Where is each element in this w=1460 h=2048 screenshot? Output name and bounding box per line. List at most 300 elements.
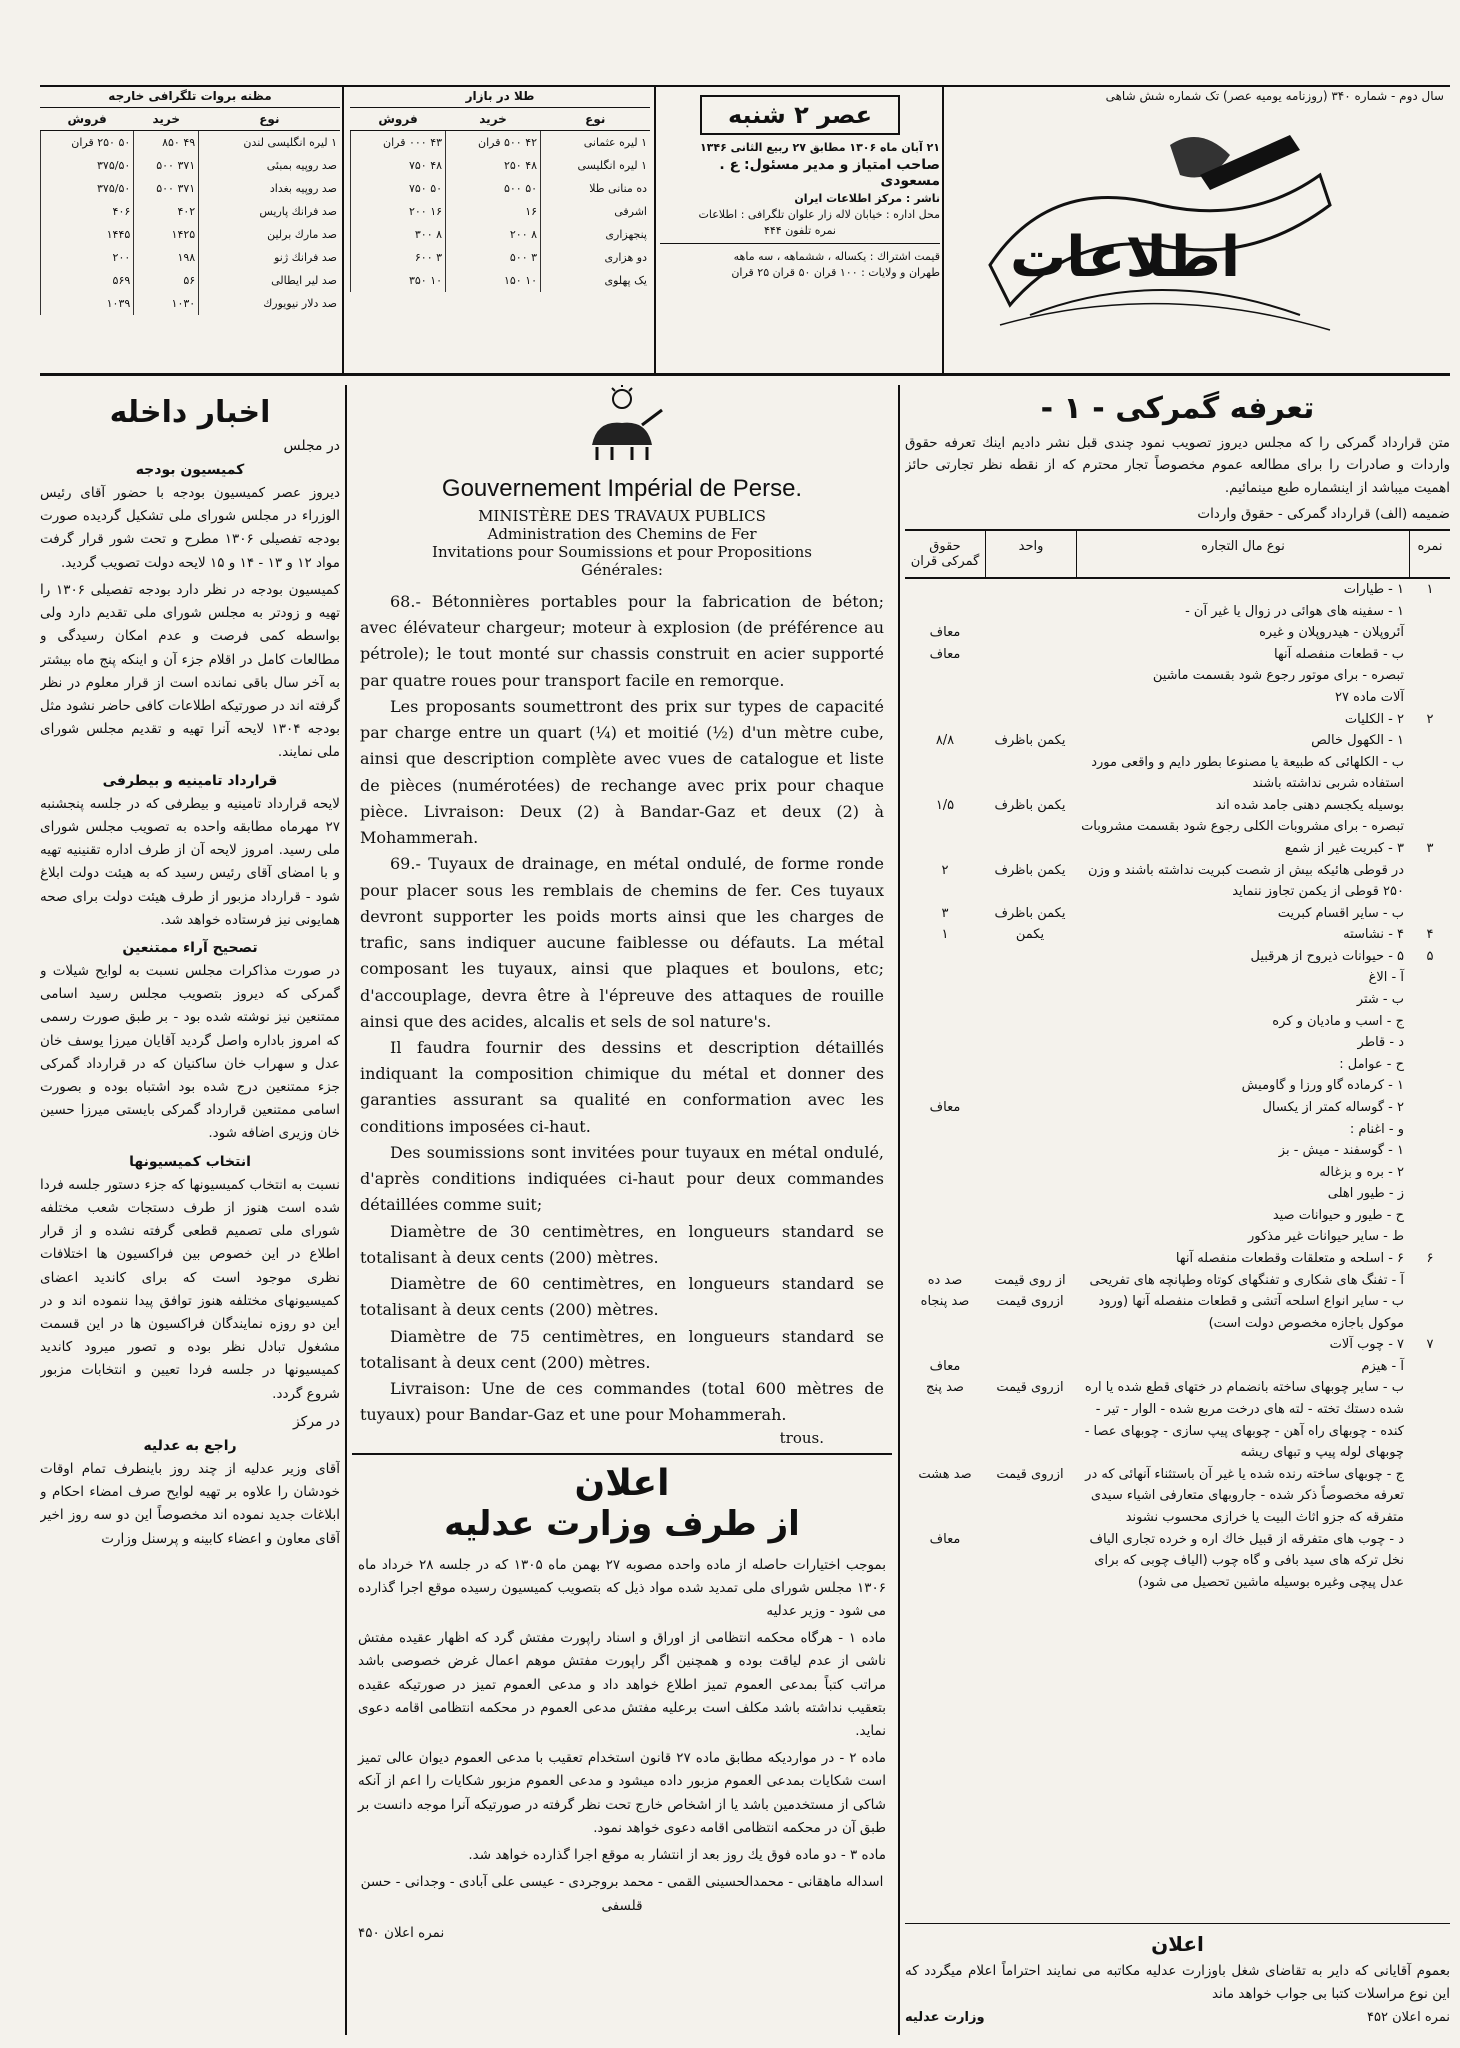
rate-cell: ۵۶۹ bbox=[41, 269, 134, 292]
tariff-cell bbox=[905, 1205, 985, 1227]
rate-cell: ده منانی طلا bbox=[541, 177, 650, 200]
tariff-row bbox=[905, 752, 1450, 795]
notice-paragraph: ماده ۲ - در مواردیکه مطابق ماده ۲۷ قانون استخدام تعقیب با مدعی العموم دیوان عالی تمیز است شکایات بمدعی العموم مزبور داده میشود و مدعی العموم مزبور شکایات را اعم از آنکه شاکی از مستخدمین باشد یا از اشخاص خارج تحت نظر گرفته در صورتیکه آنرا موجه دانست بر طبق آن در محکمه انتظامی اقامه دعوی خواهد نمود. bbox=[358, 1750, 886, 1836]
tariff-title: تعرفه گمرکی - ۱ - bbox=[1040, 391, 1315, 426]
fr-paragraph: 69.- Tuyaux de drainage, en métal ondulé, de forme ronde pour placer sous les remblais de chemins de fer. Ces tuyaux devront supporter les poids morts ainsi que les charges de trafic, sans indiquer aucune faiblesse ou défauts. La métal composant les tuyaux, ainsi que plaques et boulons, etc; d'accouplage, devra être à l'épreuve des attaques de rouille ainsi que des acides, alcalis et sels de sol nature's. bbox=[360, 854, 884, 1031]
tariff-cell: ۱ bbox=[941, 927, 949, 943]
tariff-cell: ۳ bbox=[941, 905, 949, 921]
tariff-cell: صد هشت bbox=[918, 1466, 972, 1482]
notice-signatories: اسداله ماهقانی - محمدالحسینی القمی - محمد بروجردی - عیسی علی آبادی - وجدانی - حسن قلسفی bbox=[360, 1874, 884, 1914]
tariff-cell bbox=[985, 579, 1075, 601]
col-header: نوع مال التجاره bbox=[1076, 531, 1409, 577]
tariff-cell bbox=[905, 1183, 985, 1205]
tariff-cell: از روی قیمت bbox=[994, 1272, 1066, 1288]
domestic-news-title: اخبار داخله bbox=[109, 395, 271, 430]
fr-paragraph: Des soumissions sont invitées pour tuyaux en métal ondulé, d'après conditions indiquées ci-haut pour deux commandes détaillées comme suit; bbox=[360, 1142, 884, 1215]
tariff-cell: آ - الاغ bbox=[1368, 970, 1404, 986]
tariff-intro: متن قرارداد گمرکی را که مجلس دیروز تصویب نمود چندی قبل نشر دادیم اینك تعرفه حقوق واردات و صادرات را برای مطالعه عموم مخصوصاً تجار محترم که از نقطه نظر تجارتی حائز اهمیت میباشد از اینشماره طبع مینمائیم. bbox=[905, 435, 1450, 496]
tariff-cell: ب - سایر چوبهای ساخته بانضمام در ختهای قطع شده یا اره شده دستك تخته - لته های درخت مربع شده - الوار - تیر - کنده - چوبهای راه آهن - چوبهای پیپ سازی - چوبهای عصا - چوبهای لوله پیپ و تبهای ریشه bbox=[1084, 1380, 1404, 1461]
fr-paragraph: Diamètre de 60 centimètres, en longueurs standard se totalisant à deux cents (200) mètres. bbox=[360, 1274, 884, 1320]
tariff-cell bbox=[905, 838, 985, 860]
tariff-cell bbox=[985, 1140, 1075, 1162]
rate-cell: صد دلار نیویورك bbox=[199, 292, 340, 315]
tariff-cell bbox=[1410, 1162, 1450, 1184]
rate-cell: ۱ لیره عثمانی bbox=[541, 131, 650, 155]
tariff-cell: ۴ bbox=[1426, 927, 1434, 943]
rate-cell: اشرفی bbox=[541, 200, 650, 223]
tariff-row bbox=[905, 816, 1450, 838]
rate-cell: ۴۸ ۲۵۰ bbox=[446, 154, 541, 177]
masthead bbox=[40, 85, 1450, 375]
tariff-cell: یکمن باظرف bbox=[994, 862, 1066, 878]
section-heading: در مرکز bbox=[292, 1413, 340, 1430]
tariff-cell bbox=[905, 1119, 985, 1141]
rate-cell: ۳۷۱ ۵۰۰ bbox=[134, 154, 199, 177]
tariff-row bbox=[905, 1054, 1450, 1076]
fr-signature: trous. bbox=[779, 1428, 824, 1447]
tariff-cell: یکمن bbox=[1015, 927, 1045, 943]
rate-cell: ۵۰ ۷۵۰ bbox=[351, 177, 446, 200]
tariff-cell: ۱ - الکهول خالص bbox=[1311, 733, 1404, 749]
tariff-cell: و - اغنام : bbox=[1349, 1121, 1404, 1137]
tariff-cell: ازروی قیمت bbox=[996, 1294, 1064, 1310]
tariff-cell bbox=[985, 989, 1075, 1011]
tariff-cell: معاف bbox=[929, 1099, 961, 1115]
tariff-row bbox=[905, 989, 1450, 1011]
tariff-cell bbox=[1410, 1054, 1450, 1076]
gold-rates-table bbox=[350, 85, 650, 365]
tariff-cell bbox=[1410, 644, 1450, 666]
rate-cell: صد فرانك ژنو bbox=[199, 246, 340, 269]
tariff-cell bbox=[1410, 816, 1450, 838]
rate-cell: ۱ لیره انگلیسی لندن bbox=[199, 131, 340, 155]
col-header: فروش bbox=[41, 108, 134, 131]
tariff-cell: ۲ bbox=[941, 862, 949, 878]
tariff-cell: معاف bbox=[929, 646, 961, 662]
tariff-cell: ۸/۸ bbox=[935, 733, 955, 749]
col-header: نوع bbox=[541, 108, 650, 131]
tariff-cell: ۴ - نشاسته bbox=[1343, 927, 1404, 943]
tariff-cell bbox=[1410, 1075, 1450, 1097]
tariff-cell bbox=[905, 752, 985, 795]
tariff-cell bbox=[985, 752, 1075, 795]
news-paragraph: نسبت به انتخاب کمیسیونها که جزء دستور جلسه فردا شده است هنوز از طرف دستجات شعب مختلفه شورای ملی تصمیم قطعی گرفته نشده و از قرار اطلاع در این خصوص بین فراکسیون ها اختلافات نظری موجود است که برای کاندید اعضای کمیسیونهای مختلفه هنوز توافق پیدا ننموده اند و در این دو روزه نمایندگان فراکسیون ها در این قسمت مشغول تبادل نظر بوده و تصور میرود کاندید کمیسیونها در جلسه فردا تعیین و انتخابات مزبور شروع گردد. bbox=[40, 1176, 340, 1402]
tariff-row bbox=[905, 1032, 1450, 1054]
tariff-cell: ب - شتر bbox=[1356, 992, 1404, 1008]
tariff-cell bbox=[985, 1183, 1075, 1205]
newspaper-page bbox=[40, 85, 1450, 2045]
tariff-cell: معاف bbox=[929, 1358, 961, 1374]
tariff-cell bbox=[985, 1075, 1075, 1097]
news-paragraph: کمیسیون بودجه در نظر دارد بودجه تفصیلی ۱۳۰۶ را تهیه و زودتر به مجلس شورای ملی تقدیم دارد ولی بواسطه کمی فرصت و عدم امکان رسیدگی و مطالعات کامل در اقلام جزء آن و اینکه پنج ماه بیشتر به آخر سال باقی نمانده است از قرار معلوم در نظر گرفته اند در صورتیکه اطلاعات کافی حاضر نشود مثل بودجه ۱۳۰۴ لایحه آنرا تهیه و تقدیم مجلس شورای ملی نمایند. bbox=[40, 581, 340, 761]
office: محل اداره : خیابان لاله زار علوان تلگرافی : اطلاعات bbox=[698, 208, 940, 221]
col-header: حقوق گمرکی قران bbox=[910, 539, 980, 570]
notice-subtitle: از طرف وزارت عدلیه bbox=[444, 1503, 800, 1544]
rate-cell: ۱۰ ۳۵۰ bbox=[351, 269, 446, 292]
tariff-cell bbox=[1410, 1377, 1450, 1463]
col-header: نمره bbox=[1409, 531, 1450, 577]
tariff-cell bbox=[905, 1032, 985, 1054]
tariff-cell bbox=[905, 1162, 985, 1184]
tariff-annex: ضمیمه (الف) قرارداد گمرکی - حقوق واردات bbox=[1197, 505, 1450, 522]
tariff-row bbox=[905, 1270, 1450, 1292]
tariff-cell: ب - سایر اقسام کبریت bbox=[1277, 905, 1404, 921]
rate-cell: صد روپیه بمبئی bbox=[199, 154, 340, 177]
tariff-cell: ۵ bbox=[1426, 948, 1434, 964]
tariff-cell bbox=[1410, 1226, 1450, 1248]
tariff-cell bbox=[905, 816, 985, 838]
rate-row bbox=[41, 131, 341, 155]
tariff-cell bbox=[1410, 1183, 1450, 1205]
rate-cell: صد لیر ایطالی bbox=[199, 269, 340, 292]
tariff-cell: ح - طیور و حیوانات صید bbox=[1272, 1207, 1404, 1223]
rate-cell: ۵۰ ۲۵۰ قران bbox=[41, 131, 134, 155]
tariff-cell bbox=[905, 1011, 985, 1033]
issue-date: ۲۱ آبان ماه ۱۳۰۶ مطابق ۲۷ ربیع الثانی ۱۳۴۶ bbox=[699, 141, 940, 154]
tariff-cell bbox=[1410, 967, 1450, 989]
fr-paragraph: Livraison: Une de ces commandes (total 600 mètres de tuyaux) pour Bandar-Gaz et une pour Mohammerah. bbox=[360, 1379, 884, 1425]
tariff-row bbox=[905, 1075, 1450, 1097]
tariff-cell: ۱/۵ bbox=[935, 797, 955, 813]
tariff-cell bbox=[1410, 622, 1450, 644]
tariff-cell: ۱ - کرماده گاو ورزا و گاومیش bbox=[1241, 1078, 1404, 1094]
tariff-cell bbox=[1410, 1529, 1450, 1594]
rate-cell: ۲۰۰ bbox=[41, 246, 134, 269]
tariff-row bbox=[905, 860, 1450, 903]
tariff-row bbox=[905, 1097, 1450, 1119]
tariff-cell: ۱ - سفینه های هوائی در زوال یا غیر آن - bbox=[1185, 603, 1404, 619]
rate-cell: ۱۴۴۵ bbox=[41, 223, 134, 246]
tariff-cell: ازروی قیمت bbox=[996, 1466, 1064, 1482]
fr-paragraph: 68.- Bétonnières portables pour la fabrication de béton; avec élévateur chargeur; moteur à explosion (de préférence au pétrole); le tout monté sur chassis construit en acier supporté par quatre roues pour transport facile en remorque. bbox=[360, 592, 884, 690]
tariff-cell bbox=[1410, 1011, 1450, 1033]
tariff-cell: ۲ - الکلیات bbox=[1344, 711, 1404, 727]
tariff-cell: ۷ - چوب آلات bbox=[1329, 1337, 1404, 1353]
tariff-cell: ب - الکلهائی که طبیعة یا مصنوعا بطور دایم و واقعی مورد استفاده شربی نداشته باشند bbox=[1091, 754, 1404, 792]
fr-admin: Administration des Chemins de Fer bbox=[487, 525, 757, 543]
tariff-cell bbox=[905, 967, 985, 989]
notice-paragraph: ماده ۱ - هرگاه محکمه انتظامی از اوراق و اسناد راپورت مفتش گرد که اظهار عقیده مفتش ناشی از عدم لیاقت بوده و همچنین اگر راپورت مفتش موهم اعمال غرض خصوصی باشد مراتب کتباً بمدعی العموم تمیز اطلاع خواهد داد و مدعی العموم تمیز در صورتیکه عقیده بتعقیب نداشته باشد مکلف است برعلیه مفتش مدعی العموم در محکمه انتظامی اقامه دعوی نماید. bbox=[358, 1630, 886, 1740]
tariff-row bbox=[905, 924, 1450, 946]
tariff-cell: صد ده bbox=[927, 1272, 963, 1288]
tariff-cell bbox=[985, 1205, 1075, 1227]
tariff-cell: معاف bbox=[929, 625, 961, 641]
ad-number: نمره اعلان ۴۵۲ bbox=[1366, 2010, 1450, 2025]
col-header: فروش bbox=[351, 108, 446, 131]
tariff-row bbox=[905, 709, 1450, 731]
rate-cell: صد مارك برلین bbox=[199, 223, 340, 246]
tariff-cell bbox=[985, 1097, 1075, 1119]
tariff-cell bbox=[985, 644, 1075, 666]
tariff-cell: ۲ - بره و بزغاله bbox=[1319, 1164, 1404, 1180]
tariff-cell bbox=[1410, 1205, 1450, 1227]
tariff-cell bbox=[1410, 665, 1450, 687]
tariff-cell bbox=[905, 579, 985, 601]
rate-cell: ۴۰۲ bbox=[134, 200, 199, 223]
rate-cell: ۳ ۶۰۰ bbox=[351, 246, 446, 269]
tariff-cell: ۵ - حیوانات ذیروح از هرقبیل bbox=[1250, 948, 1404, 964]
tariff-cell: ج - اسب و مادیان و کره bbox=[1272, 1013, 1404, 1029]
tariff-cell bbox=[1410, 1097, 1450, 1119]
rate-cell: ۱۹۸ bbox=[134, 246, 199, 269]
tariff-row bbox=[905, 903, 1450, 925]
tariff-cell bbox=[985, 1529, 1075, 1594]
ad-signature: وزارت عدلیه bbox=[905, 2010, 985, 2025]
tariff-cell bbox=[985, 709, 1075, 731]
tariff-row bbox=[905, 1248, 1450, 1270]
tariff-cell: آ - هیزم bbox=[1361, 1358, 1404, 1374]
news-paragraph: آقای وزیر عدلیه از چند روز باینطرف تمام اوقات خودشان را علاوه بر تهیه لوایح صرف امضاء احکام و ابلاغات جدید نموده اند مخصوصاً این دو سه روز اخیر آقای معاون و اعضاء کابینه و پرسنل وزارت bbox=[40, 1460, 340, 1547]
rate-cell: ۸ ۲۰۰ bbox=[446, 223, 541, 246]
exchange-rates-caption: مظنه بروات تلگرافی خارجه bbox=[40, 85, 340, 108]
tariff-cell bbox=[985, 1011, 1075, 1033]
rate-cell: دو هزاری bbox=[541, 246, 650, 269]
rate-cell: پنجهزاری bbox=[541, 223, 650, 246]
notice-paragraph: بموجب اختیارات حاصله از ماده واحده مصوبه ۲۷ بهمن ماه ۱۳۰۵ که در جلسه ۲۸ خرداد ماه ۱۳۰۶ مجلس شورای ملی تمدید شده مواد ذیل که بتصویب کمیسیون رسیده موقع اجرا گذارده می شود - وزیر عدلیه bbox=[358, 1556, 886, 1619]
tariff-cell bbox=[1410, 1464, 1450, 1529]
rate-cell: ۸ ۳۰۰ bbox=[351, 223, 446, 246]
masthead-info bbox=[660, 85, 940, 365]
tariff-cell bbox=[985, 967, 1075, 989]
tariff-cell: آئروپلان - هیدروپلان و غیره bbox=[1259, 625, 1404, 641]
tariff-cell: ۶ bbox=[1426, 1250, 1434, 1266]
rate-cell: ۱ لیره انگلیسی bbox=[541, 154, 650, 177]
tariff-cell: آ - تفنگ های شکاری و تفنگهای کوتاه وطپانچه های تفریحی bbox=[1089, 1272, 1404, 1288]
rate-row bbox=[41, 223, 341, 246]
tariff-cell bbox=[985, 622, 1075, 644]
ad-title: اعلان bbox=[1151, 1931, 1204, 1956]
fr-paragraph: Diamètre de 30 centimètres, en longueurs standard se totalisant à deux cents (200) mètres. bbox=[360, 1221, 884, 1267]
tariff-cell: ج - چوبهای ساخته رنده شده یا غیر آن باستثناء آنهائی که در تعرفه مخصوصاً ذکر شده - جاروبهای متعارفی اشیاء سیدی متفرقه که جزو اثاث البیت یا خرازی محسوب نشوند bbox=[1085, 1466, 1404, 1525]
rate-row bbox=[41, 269, 341, 292]
tariff-row bbox=[905, 838, 1450, 860]
rate-cell: ۱۴۲۵ bbox=[134, 223, 199, 246]
tariff-cell bbox=[1410, 687, 1450, 709]
tariff-cell: معاف bbox=[929, 1531, 961, 1547]
tariff-cell bbox=[905, 687, 985, 709]
tariff-cell: ز - طیور اهلی bbox=[1327, 1186, 1404, 1202]
tariff-cell: ۱ - طیارات bbox=[1343, 582, 1404, 598]
tariff-cell: یکمن باظرف bbox=[994, 905, 1066, 921]
domestic-news-column bbox=[40, 385, 340, 2045]
tariff-cell bbox=[905, 989, 985, 1011]
tariff-row bbox=[905, 1140, 1450, 1162]
tariff-row bbox=[905, 967, 1450, 989]
tariff-row bbox=[905, 1291, 1450, 1334]
publisher: ناشر : مرکز اطلاعات ایران bbox=[794, 192, 940, 205]
section-heading: در مجلس bbox=[283, 438, 340, 454]
rate-row bbox=[351, 200, 651, 223]
tariff-cell bbox=[905, 1054, 985, 1076]
tariff-cell: ۶ - اسلحه و متعلقات وقطعات منفصله آنها bbox=[1175, 1250, 1404, 1266]
tariff-cell bbox=[1410, 795, 1450, 817]
ad-text: بعموم آقایانی که دایر به تقاضای شغل باوزارت عدلیه مکاتبه می نمایند احتراماً اعلام میگردد که این نوع مراسلات کتبا بی جواب خواهد ماند bbox=[905, 1962, 1450, 2002]
tariff-cell bbox=[1410, 730, 1450, 752]
tariff-cell: یکمن باظرف bbox=[994, 797, 1066, 813]
tariff-row bbox=[905, 795, 1450, 817]
rate-cell: ۳ ۵۰۰ bbox=[446, 246, 541, 269]
news-subheading: کمیسیون بودجه bbox=[135, 462, 245, 478]
rate-row bbox=[351, 177, 651, 200]
tariff-cell bbox=[905, 1226, 985, 1248]
tariff-row bbox=[905, 601, 1450, 623]
tariff-cell bbox=[985, 1226, 1075, 1248]
tariff-row bbox=[905, 1226, 1450, 1248]
rate-cell: ۴۳ ۰۰۰ قران bbox=[351, 131, 446, 155]
tariff-cell: ۲ - گوساله کمتر از یکسال bbox=[1262, 1099, 1404, 1115]
tariff-cell bbox=[985, 838, 1075, 860]
rate-row bbox=[41, 200, 341, 223]
tariff-cell bbox=[1410, 1291, 1450, 1334]
tariff-cell bbox=[1410, 1356, 1450, 1378]
tariff-table-body bbox=[905, 579, 1450, 1593]
tariff-cell bbox=[1410, 752, 1450, 795]
tariff-cell bbox=[905, 1248, 985, 1270]
tariff-cell bbox=[905, 1334, 985, 1356]
tariff-cell bbox=[985, 601, 1075, 623]
rate-cell: ۴۰۶ bbox=[41, 200, 134, 223]
tariff-cell bbox=[985, 1248, 1075, 1270]
tariff-cell: بوسیله یکجسم دهنی جامد شده اند bbox=[1215, 797, 1404, 813]
tariff-cell: ۷ bbox=[1426, 1337, 1434, 1353]
rate-cell: ۳۷۵/۵۰ bbox=[41, 154, 134, 177]
tariff-cell bbox=[905, 946, 985, 968]
tariff-cell bbox=[1410, 1119, 1450, 1141]
rate-cell: ۳۷۱ ۵۰۰ bbox=[134, 177, 199, 200]
tariff-cell: ط - سایر حیوانات غیر مذکور bbox=[1248, 1229, 1404, 1245]
tariff-cell bbox=[985, 1054, 1075, 1076]
rate-cell: ۴۸ ۷۵۰ bbox=[351, 154, 446, 177]
tariff-cell: ح - عوامل : bbox=[1339, 1056, 1404, 1072]
tariff-cell bbox=[1410, 1140, 1450, 1162]
tariff-cell: یکمن باظرف bbox=[994, 733, 1066, 749]
tariff-cell: صد پنجاه bbox=[920, 1294, 970, 1310]
tariff-row bbox=[905, 946, 1450, 968]
tariff-cell: صد پنج bbox=[926, 1380, 964, 1396]
rate-row bbox=[41, 292, 341, 315]
rate-cell: صد فرانك پاریس bbox=[199, 200, 340, 223]
exchange-rates-table bbox=[40, 85, 340, 365]
tariff-cell bbox=[985, 816, 1075, 838]
rate-cell: ۳۷۵/۵۰ bbox=[41, 177, 134, 200]
news-subheading: انتخاب کمیسیونها bbox=[129, 1153, 251, 1170]
tariff-row bbox=[905, 1377, 1450, 1463]
tariff-cell: ۱ bbox=[1426, 582, 1434, 598]
tariff-row bbox=[905, 665, 1450, 687]
fr-title: Gouvernement Impérial de Perse. bbox=[441, 475, 803, 502]
tariff-row bbox=[905, 1183, 1450, 1205]
rate-row bbox=[351, 269, 651, 292]
rate-cell: ۵۶ bbox=[134, 269, 199, 292]
tariff-cell bbox=[985, 1356, 1075, 1378]
tariff-cell: د - چوب های متفرقه از قبیل خاك اره و خرده تجاری الیاف نخل ترکه های سید بافی و گاه چوب (الیاف چوبی که برای عدل پیچی وغیره بوسیله ماشین تحصیل می شود) bbox=[1089, 1531, 1404, 1590]
news-paragraph: در صورت مذاکرات مجلس نسبت به لوایح شیلات و گمرکی که دیروز بتصویب مجلس رسید اسامی ممتنعین نیز نوشته شده بود - بر طبق صورت رسمی که امروز باداره واصل گردید آقایان میرزا یوسف خان عدل و سهراب خان ساکنیان که در قرارداد گمرکی جزء ممتنعین درج شده بود اشتباه بوده و بصورت اسامی ممتنعین قرارداد گمرکی بایستی میرزا حسین خان وزیری اضافه شود. bbox=[40, 962, 340, 1142]
customs-tariff-column bbox=[905, 385, 1450, 2045]
subscription: قیمت اشتراك : یکساله ، ششماهه ، سه ماهه bbox=[733, 250, 940, 263]
tariff-cell: ۲ bbox=[1426, 711, 1434, 727]
tariff-cell: آلات ماده ۲۷ bbox=[1334, 689, 1404, 705]
tariff-row bbox=[905, 1011, 1450, 1033]
rate-row bbox=[351, 131, 651, 155]
col-header: واحد bbox=[985, 531, 1076, 577]
rate-cell: ۱۶ bbox=[446, 200, 541, 223]
tariff-row bbox=[905, 1119, 1450, 1141]
news-subheading: راجع به عدلیه bbox=[143, 1437, 237, 1454]
lion-sun-emblem bbox=[352, 385, 892, 469]
tariff-cell bbox=[985, 665, 1075, 687]
tariff-row bbox=[905, 1464, 1450, 1529]
tariff-row bbox=[905, 1205, 1450, 1227]
rate-cell: ۱۰۳۹ bbox=[41, 292, 134, 315]
fr-general: Générales: bbox=[581, 561, 663, 579]
tariff-row bbox=[905, 579, 1450, 601]
rate-cell: ۴۲ ۵۰۰ قران bbox=[446, 131, 541, 155]
tariff-cell: ۱ - گوسفند - میش - بز bbox=[1278, 1143, 1404, 1159]
rate-row bbox=[351, 246, 651, 269]
notice-number: نمره اعلان ۴۵۰ bbox=[358, 1924, 445, 1941]
col-header: نوع bbox=[199, 108, 340, 131]
tariff-row bbox=[905, 687, 1450, 709]
tariff-cell: ازروی قیمت bbox=[996, 1380, 1064, 1396]
subscription-rates: طهران و ولایات : ۱۰۰ قران ۵۰ قران ۲۵ قران bbox=[731, 266, 940, 279]
tariff-cell bbox=[1410, 860, 1450, 903]
fr-paragraph: Les proposants soumettront des prix sur types de capacité par charge entre un quart (¼) et moitié (½) d'un mètre cube, ainsi que description complète avec vues de catalogue et liste de pièces (numérotées) de rechange avec prix pour chaque pièce. Livraison: Deux (2) à Bandar-Gaz et deux (2) à Mohammerah. bbox=[360, 696, 884, 848]
tariff-cell bbox=[985, 1032, 1075, 1054]
tariff-row bbox=[905, 644, 1450, 666]
tariff-row bbox=[905, 730, 1450, 752]
justice-ministry-ad bbox=[905, 1923, 1450, 2025]
tariff-cell bbox=[1410, 989, 1450, 1011]
rate-cell: ۱۰ ۱۵۰ bbox=[446, 269, 541, 292]
rate-cell: ۴۹ ۸۵۰ bbox=[134, 131, 199, 155]
tariff-cell: تبصره - برای مشروبات الکلی رجوع شود بقسمت مشروبات bbox=[1081, 819, 1404, 835]
phone: نمره تلفون ۴۴۴ bbox=[763, 224, 836, 237]
newspaper-logo bbox=[970, 115, 1350, 355]
tariff-cell: تبصره - برای موتور رجوع شود بقسمت ماشین bbox=[1152, 668, 1404, 684]
rate-cell: ۵۰ ۵۰۰ bbox=[446, 177, 541, 200]
rate-row bbox=[351, 223, 651, 246]
tariff-cell bbox=[985, 1334, 1075, 1356]
col-header: خرید bbox=[446, 108, 541, 131]
tariff-cell bbox=[985, 687, 1075, 709]
tariff-cell bbox=[905, 1140, 985, 1162]
rate-cell: ۱۰۳۰ bbox=[134, 292, 199, 315]
rate-row bbox=[41, 246, 341, 269]
tariff-cell bbox=[1410, 1270, 1450, 1292]
lion-and-sun-icon bbox=[577, 385, 667, 465]
tariff-row bbox=[905, 622, 1450, 644]
tariff-cell bbox=[905, 601, 985, 623]
tariff-cell bbox=[985, 1162, 1075, 1184]
tariff-header-row bbox=[905, 529, 1450, 579]
tariff-row bbox=[905, 1356, 1450, 1378]
rate-cell: ۱۶ ۲۰۰ bbox=[351, 200, 446, 223]
tariff-cell bbox=[985, 946, 1075, 968]
rate-row bbox=[41, 154, 341, 177]
tariff-cell: ۳ bbox=[1426, 841, 1434, 856]
fr-invitation: Invitations pour Soumissions et pour Propositions bbox=[432, 543, 812, 561]
tariff-cell bbox=[1410, 903, 1450, 925]
fr-paragraph: Il faudra fournir des dessins et description détaillés indiquant la composition chimique du métal et donner des garanties assurant sa qualité en conformation avec les conditions imposées ci-haut. bbox=[360, 1037, 884, 1136]
masthead-logo-area bbox=[940, 85, 1450, 365]
news-subheading: قرارداد تامینیه و بیطرفی bbox=[102, 772, 278, 789]
tariff-row bbox=[905, 1162, 1450, 1184]
owner: صاحب امتیاز و مدیر مسئول: ع . مسعودی bbox=[719, 157, 940, 189]
logo-wordmark: اطلاعات bbox=[1010, 225, 1241, 290]
tariff-cell bbox=[905, 665, 985, 687]
news-paragraph: دیروز عصر کمیسیون بودجه با حضور آقای رئیس الوزراء در مجلس شورای ملی تشکیل گردیده صورت بودجه تفصیلی ۱۳۰۶ مطرح و تحت شور قرار گرفت مواد ۱۲ و ۱۳ - ۱۴ و ۱۵ لایحه دولت تصویب گردید. bbox=[40, 485, 340, 571]
rate-cell: یک پهلوی bbox=[541, 269, 650, 292]
